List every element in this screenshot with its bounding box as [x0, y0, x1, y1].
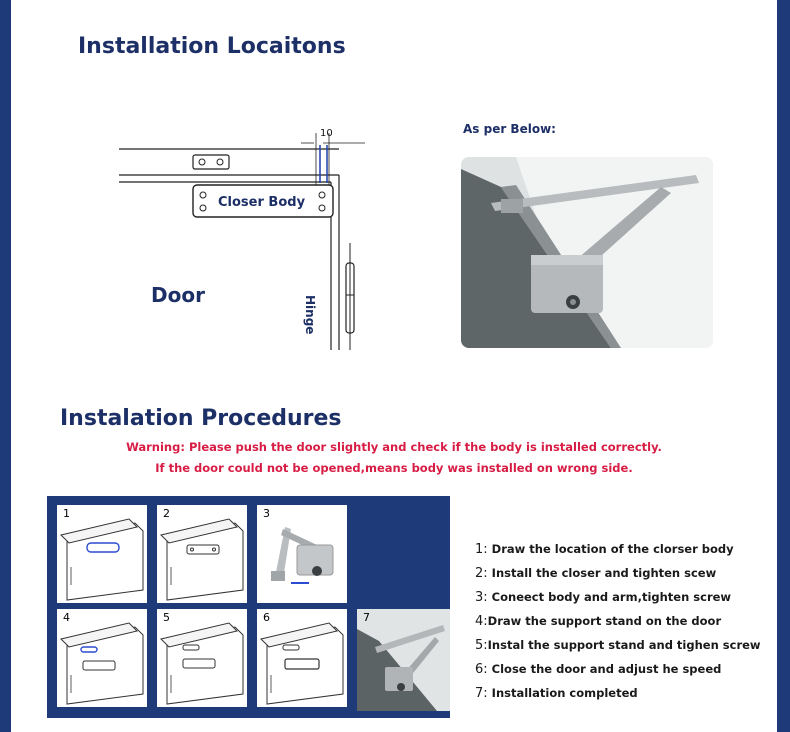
panel-1	[57, 505, 147, 603]
panel-5	[157, 609, 247, 707]
step-7-number: 7:	[475, 686, 488, 701]
step-1	[475, 540, 775, 564]
step-3	[475, 588, 775, 612]
step-3-number: 3:	[475, 590, 488, 605]
step-3-text: Coneect body and arm,tighten screw	[491, 590, 732, 604]
panel-1-number: 1	[63, 507, 70, 520]
step-6-text: Close the door and adjust he speed	[491, 662, 722, 676]
panel-4	[57, 609, 147, 707]
location-diagram-drawing	[101, 125, 381, 360]
installation-procedures-title: Instalation Procedures	[60, 406, 342, 431]
panel-7-number: 7	[363, 611, 370, 624]
warning-line-1: Warning: Please push the door slightly and check if the body is installed correctly.	[126, 440, 662, 454]
panel-4-number: 4	[63, 611, 70, 624]
closer-body-label: Closer Body	[218, 195, 306, 210]
step-7	[475, 684, 775, 708]
page	[11, 0, 777, 732]
step-5	[475, 636, 775, 660]
step-1-text: Draw the location of the clorser body	[491, 542, 734, 556]
step-2-number: 2:	[475, 566, 488, 581]
panel-3	[257, 505, 347, 603]
step-5-text: Instal the support stand and tighen screw	[487, 638, 761, 652]
dimension-label: 10	[320, 128, 333, 139]
step-1-number: 1:	[475, 542, 488, 557]
door-label: Door	[151, 283, 205, 307]
step-5-number: 5:	[475, 638, 488, 653]
hinge-label: Hinge	[303, 295, 317, 335]
location-diagram	[101, 125, 381, 360]
step-4-number: 4:	[475, 614, 488, 629]
as-per-below-label: As per Below:	[463, 122, 556, 136]
step-2	[475, 564, 775, 588]
panel-2	[157, 505, 247, 603]
panel-6-number: 6	[263, 611, 270, 624]
panel-3-number: 3	[263, 507, 270, 520]
door-closer-photo	[461, 157, 713, 348]
step-6-number: 6:	[475, 662, 488, 677]
panel-6	[257, 609, 347, 707]
panel-7	[357, 609, 450, 711]
panel-5-number: 5	[163, 611, 170, 624]
warning-line-2: If the door could not be opened,means body was installed on wrong side.	[155, 461, 633, 475]
step-4-text: Draw the support stand on the door	[487, 614, 722, 628]
installation-locations-title: Installation Locaitons	[78, 34, 346, 59]
procedure-steps	[475, 540, 775, 708]
procedure-panels	[47, 496, 450, 718]
step-6	[475, 660, 775, 684]
step-4	[475, 612, 775, 636]
panel-2-number: 2	[163, 507, 170, 520]
step-2-text: Install the closer and tighten scew	[491, 566, 717, 580]
step-7-text: Installation completed	[491, 686, 638, 700]
